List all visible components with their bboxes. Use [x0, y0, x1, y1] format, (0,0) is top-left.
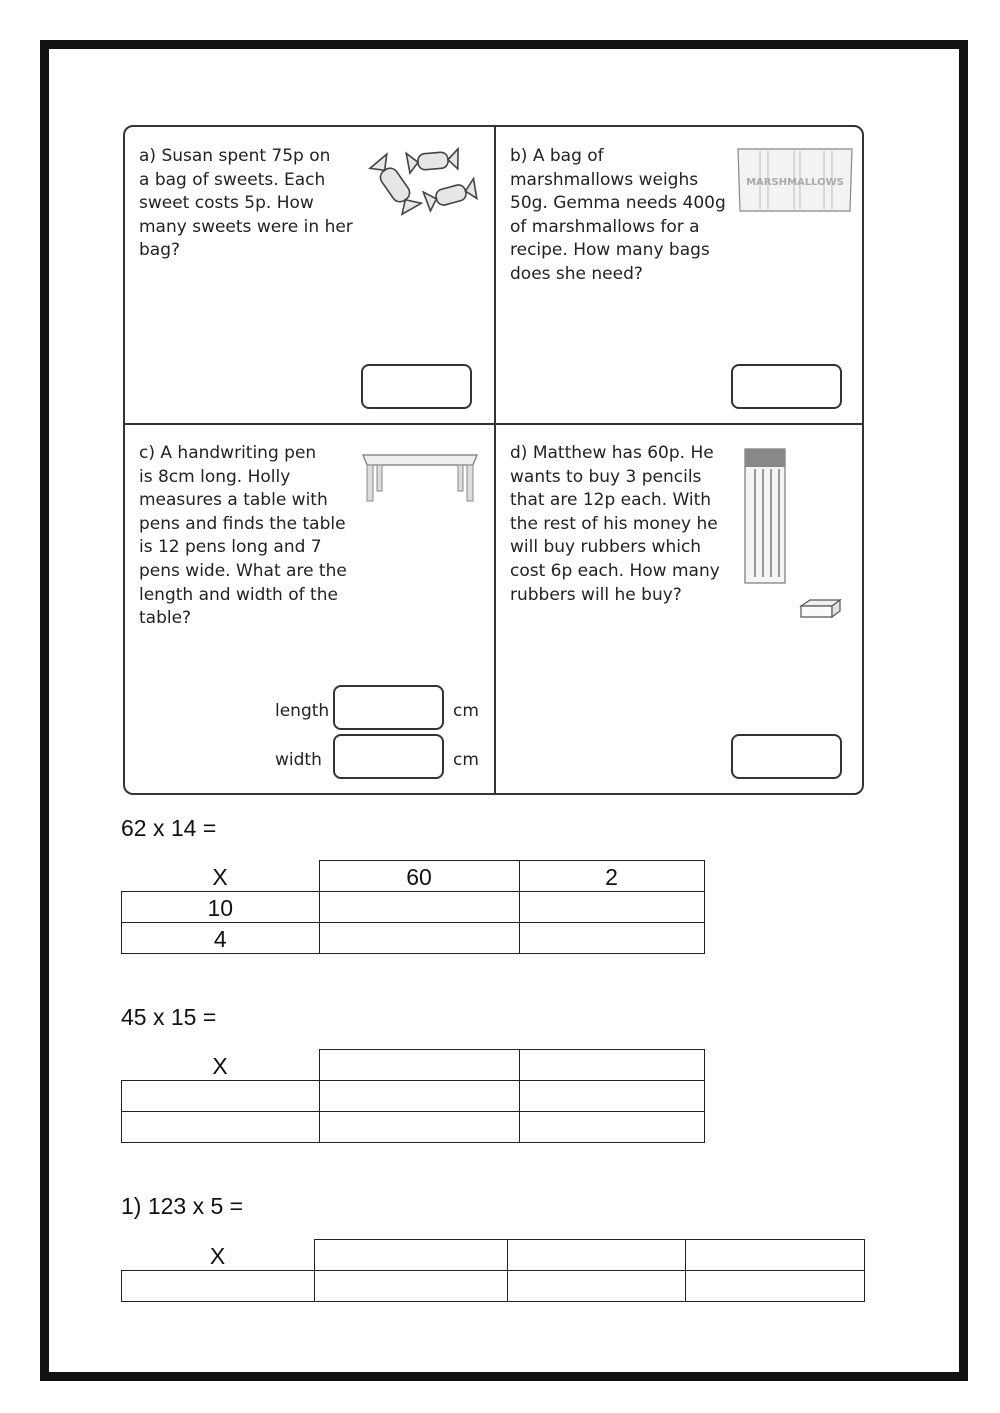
length-unit: cm	[453, 701, 479, 721]
equation-1: 62 x 14 =	[121, 815, 217, 841]
table-cell[interactable]	[507, 1240, 685, 1271]
equation-2: 45 x 15 =	[121, 1004, 217, 1030]
table-cell[interactable]	[319, 892, 519, 923]
word-problems-panel	[123, 125, 864, 795]
width-unit: cm	[453, 750, 479, 770]
table-cell[interactable]	[319, 1050, 519, 1081]
table-cell[interactable]	[122, 1271, 315, 1302]
answer-box-b[interactable]	[731, 364, 842, 409]
answer-box-length[interactable]	[333, 685, 444, 730]
page-frame	[40, 40, 968, 1381]
table-header-row	[122, 1050, 705, 1081]
table-cell[interactable]	[314, 1271, 507, 1302]
table-cell[interactable]	[507, 1271, 685, 1302]
answer-box-d[interactable]	[731, 734, 842, 779]
table-cell: 60	[319, 861, 519, 892]
table-row	[122, 1112, 705, 1143]
table-cell[interactable]	[519, 1112, 704, 1143]
table-cell[interactable]	[519, 923, 704, 954]
table-cell: X	[122, 861, 320, 892]
table-cell[interactable]	[519, 892, 704, 923]
grid-method-table-3	[121, 1239, 865, 1302]
table-cell[interactable]	[685, 1240, 864, 1271]
table-cell: X	[122, 1050, 320, 1081]
rubber-image	[798, 597, 844, 621]
svg-text:MARSHMALLOWS: MARSHMALLOWS	[746, 177, 844, 188]
table-row	[122, 1081, 705, 1112]
grid-method-table-1	[121, 860, 705, 954]
table-cell[interactable]	[685, 1271, 864, 1302]
width-label: width	[275, 750, 322, 770]
equation-3: 1) 123 x 5 =	[121, 1193, 244, 1219]
answer-box-a[interactable]	[361, 364, 472, 409]
table-cell: 4	[122, 923, 320, 954]
table-cell[interactable]	[122, 1081, 320, 1112]
length-label: length	[275, 701, 330, 721]
table-cell: 2	[519, 861, 704, 892]
table-cell[interactable]	[314, 1240, 507, 1271]
table-cell[interactable]	[319, 1112, 519, 1143]
table-image	[361, 447, 479, 503]
marshmallow-bag-image	[734, 145, 856, 215]
table-header-row	[122, 861, 705, 892]
grid-method-table-2	[121, 1049, 705, 1143]
answer-box-width[interactable]	[333, 734, 444, 779]
problem-c-text: c) A handwriting pen is 8cm long. Holly measures a table with pens and finds the table is 12 pens long and 7 pens wide. What are the length and width of the table?	[139, 443, 347, 629]
table-cell[interactable]	[319, 923, 519, 954]
table-row	[122, 923, 705, 954]
problem-d-text: d) Matthew has 60p. He wants to buy 3 pencils that are 12p each. With the rest of his money he will buy rubbers which cost 6p each. How many rubbers will he buy?	[510, 443, 720, 605]
table-row	[122, 892, 705, 923]
panel-divider-vertical	[494, 127, 496, 793]
table-cell[interactable]	[519, 1050, 704, 1081]
table-cell[interactable]	[122, 1112, 320, 1143]
pencils-image	[743, 447, 791, 587]
panel-divider-horizontal	[125, 423, 862, 425]
table-cell[interactable]	[319, 1081, 519, 1112]
table-cell[interactable]	[519, 1081, 704, 1112]
table-header-row	[122, 1240, 865, 1271]
table-row	[122, 1271, 865, 1302]
table-cell: X	[122, 1240, 315, 1271]
table-cell: 10	[122, 892, 320, 923]
sweets-image	[365, 143, 485, 221]
problem-b-text: b) A bag of marshmallows weighs 50g. Gemma needs 400g of marshmallows for a recipe. How many bags does she need?	[510, 146, 726, 284]
problem-a-text: a) Susan spent 75p on a bag of sweets. Each sweet costs 5p. How many sweets were in her bag?	[139, 146, 353, 261]
